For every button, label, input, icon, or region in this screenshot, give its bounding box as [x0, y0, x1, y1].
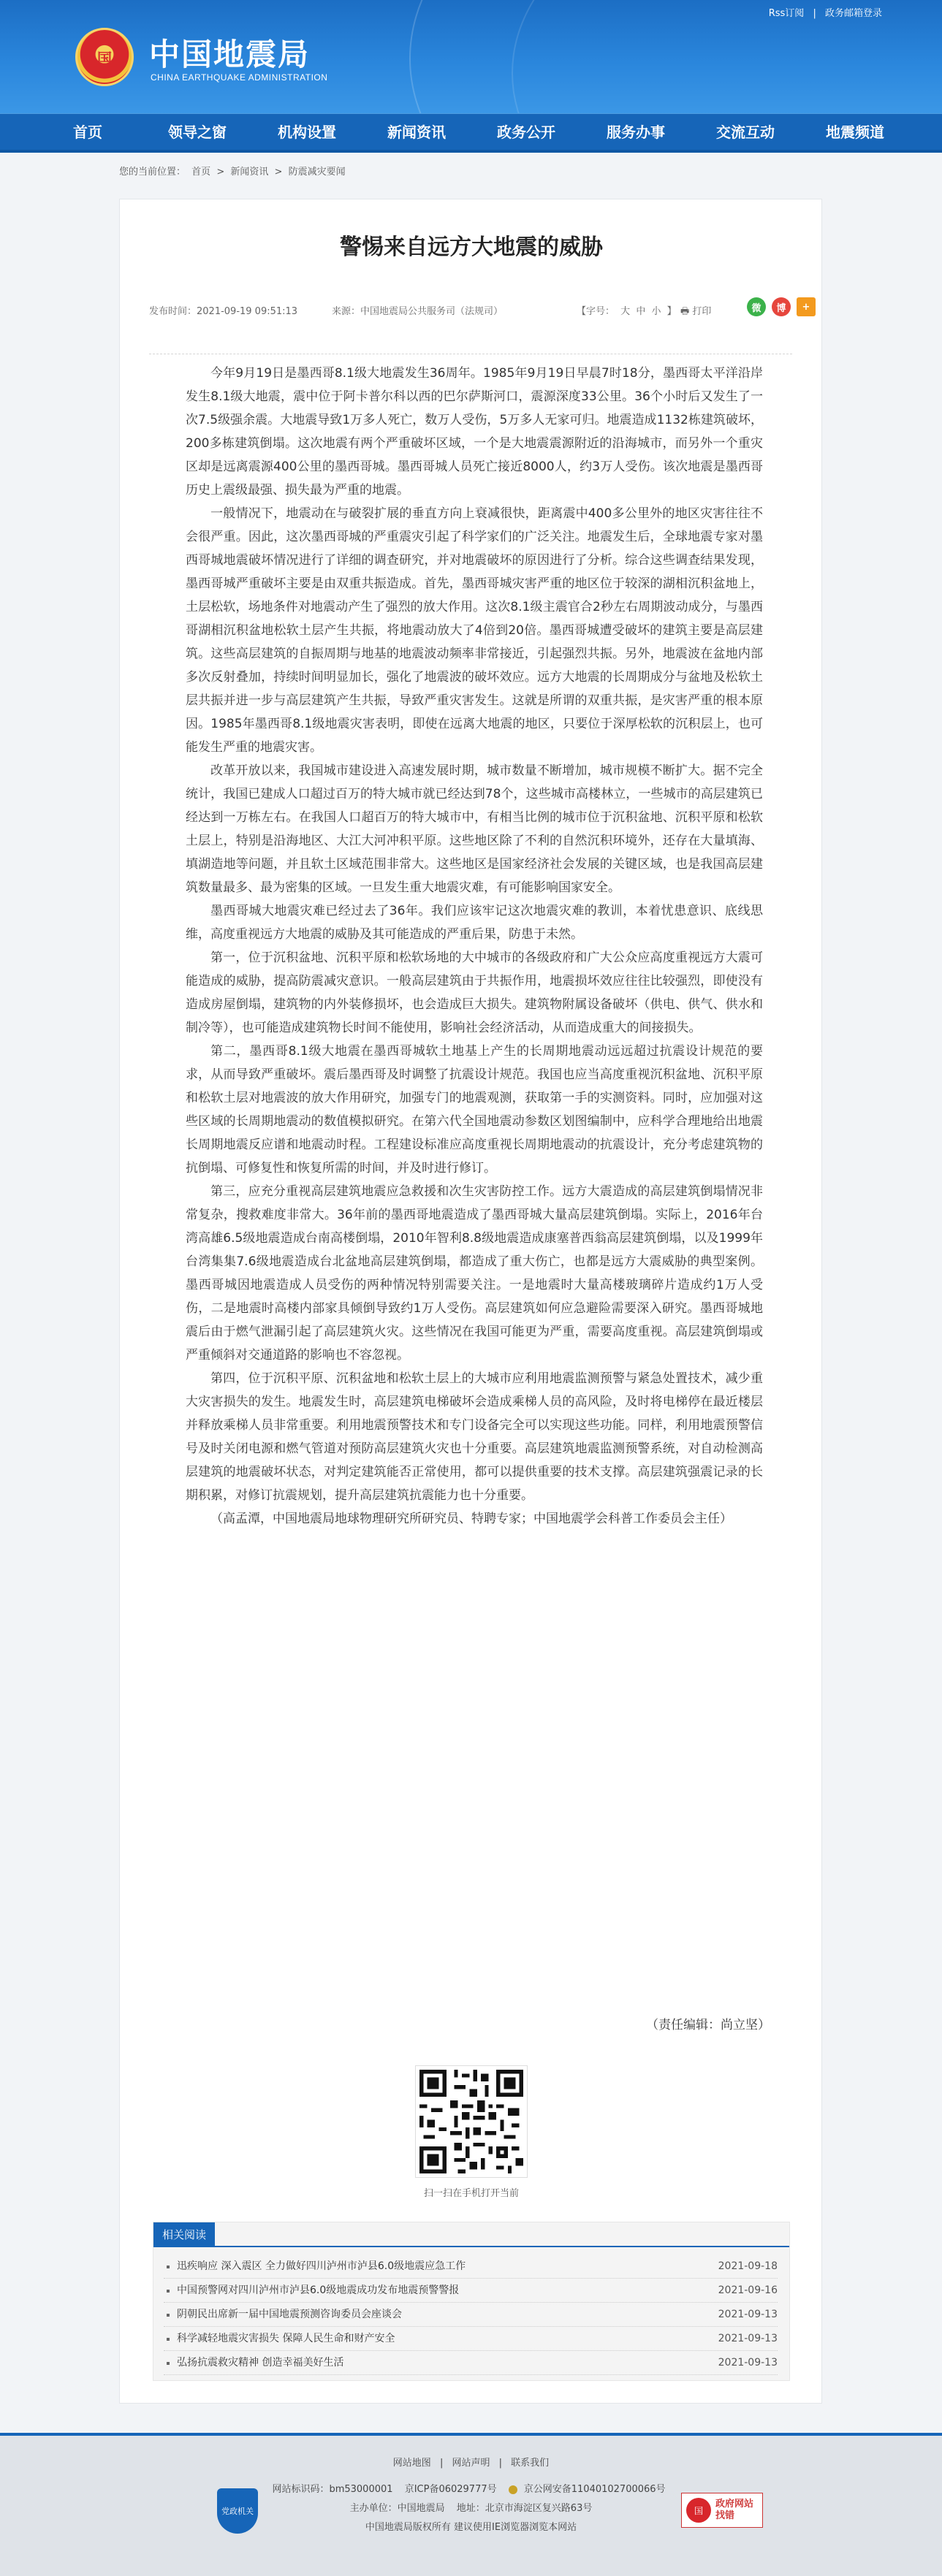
font-size-small[interactable]: 小 [651, 306, 661, 317]
article-meta [149, 301, 810, 354]
nav-item-earthquake-channel[interactable]: 地震频道 [826, 123, 884, 141]
related-item-title[interactable]: 弘扬抗震救灾精神 创造幸福美好生活 [177, 2357, 344, 2369]
gov-site-error-badge[interactable] [681, 2493, 763, 2528]
related-item[interactable] [164, 2351, 778, 2375]
related-item-date: 2021-09-13 [718, 2333, 778, 2344]
related-reading [153, 2222, 790, 2381]
qr-code-label: 扫一扫在手机打开当前 [423, 2188, 519, 2199]
article-paragraph: 今年9月19日是墨西哥8.1级大地震发生36周年。1985年9月19日早晨7时18分，墨西哥太平洋沿岸发生8.1级大地震，震中位于阿卡普尔科以西的巴尔萨斯河口，震源深度33公里。36个小时后又发生了一次7.5级强余震。大地震导致1万多人死亡，数万人受伤，5万多人无家可归。地震造成1132栋建筑破坏，200多栋建筑倒塌。这次地震有两个严重破坏区域，一个是大地震震源附近的沿海城市，而另外一个重灾区却是远离震源400公里的墨西哥城。墨西哥城人员死亡接近8000人，约3万人受伤。该次地震是墨西哥历史上震级最强、损失最为严重的地震。 [186, 366, 763, 498]
weibo-icon[interactable]: 博 [772, 297, 791, 316]
footer-link-sitemap[interactable]: 网站地图 [392, 2458, 431, 2469]
police-record[interactable] [509, 2484, 670, 2495]
article-body [186, 362, 763, 1531]
site-title[interactable]: 中国地震局 [149, 37, 311, 72]
related-item-title[interactable]: 科学减轻地震灾害损失 保障人民生命和财产安全 [177, 2333, 395, 2344]
main-nav [0, 113, 942, 150]
footer-line-1 [0, 2481, 942, 2495]
site-footer [0, 2433, 942, 2576]
related-reading-header [153, 2222, 789, 2247]
gov-emblem-icon: 国 [686, 2498, 711, 2523]
font-size-large[interactable]: 大 [620, 306, 631, 317]
breadcrumb-current[interactable]: 防震减灾要闻 [288, 167, 346, 178]
party-gov-badge-icon[interactable]: 党政机关 [217, 2488, 258, 2534]
site-id-code: 网站标识码：bm53000001 [272, 2484, 393, 2495]
more-share-icon[interactable]: + [797, 297, 816, 316]
gov-site-error-text [715, 2499, 753, 2522]
wechat-icon[interactable]: 微 [747, 297, 766, 316]
site-title-en: CHINA EARTHQUAKE ADMINISTRATION [151, 72, 328, 83]
article-paragraph: 第一，位于沉积盆地、沉积平原和松软场地的大中城市的各级政府和广大公众应高度重视远方大震可能造成的威胁，提高防震减灾意识。一般高层建筑由于共振作用，地震损坏效应往往比较强烈，即使没有造成房屋倒塌，建筑物的内外装修损坏，也会造成巨大损失。建筑物附属设备破坏（供电、供气、供水和制冷等），也可能造成建筑物长时间不能使用，影响社会经济活动，从而造成重大的间接损失。 [186, 950, 763, 1035]
address: 地址：北京市海淀区复兴路63号 [456, 2503, 593, 2514]
mail-login-link[interactable]: 政务邮箱登录 [824, 8, 882, 19]
article-paragraph: 墨西哥城大地震灾难已经过去了36年。我们应该牢记这次地震灾难的教训，本着忧患意识、底线思维，高度重视远方大地震的威胁及其可能造成的严重后果，防患于未然。 [186, 904, 763, 942]
related-item-title[interactable]: 中国预警网对四川泸州市泸县6.0级地震成功发布地震预警警报 [177, 2285, 460, 2296]
printer-icon: 🖶 [680, 306, 690, 317]
nav-bottom-bar [0, 150, 942, 153]
breadcrumb-news[interactable]: 新闻资讯 [230, 167, 269, 178]
font-size-label: 【字号： [577, 306, 615, 317]
bullet-icon [167, 2290, 170, 2293]
print-button[interactable] [680, 303, 711, 321]
qr-code-image [416, 2066, 527, 2177]
related-item-title[interactable]: 迅疾响应 深入震区 全力做好四川泸州市泸县6.0级地震应急工作 [177, 2260, 466, 2272]
footer-copyright: 中国地震局版权所有 建议使用IE浏览器浏览本网站 [365, 2522, 577, 2533]
nav-item-news[interactable]: 新闻资讯 [387, 123, 446, 141]
gov-site-label: 政府网站 [715, 2499, 754, 2510]
font-size-medium[interactable]: 中 [636, 306, 646, 317]
related-item-date: 2021-09-16 [718, 2285, 778, 2296]
footer-links [0, 2455, 942, 2469]
nav-item-home[interactable]: 首页 [73, 123, 102, 141]
nav-item-interaction[interactable]: 交流互动 [716, 123, 775, 141]
article-title: 警惕来自远方大地震的威胁 [340, 235, 603, 260]
font-size-switcher [577, 303, 680, 317]
font-size-end: 】 [666, 306, 677, 317]
national-emblem-icon[interactable] [75, 28, 134, 86]
article-paragraph: 第三，应充分重视高层建筑地震应急救援和次生灾害防控工作。远方大震造成的高层建筑倒塌情况非常复杂，搜救难度非常大。36年前的墨西哥地震造成了墨西哥城大量高层建筑倒塌。实际上，2016年台湾高雄6.5级地震造成台南高楼倒塌，2010年智利8.8级地震造成康塞普西翁高层建筑倒塌，以及1999年台湾集集7.6级地震造成台北盆地高层建筑倒塌，都造成了重大伤亡，也都是远方大震威胁的典型案例。墨西哥城因地震造成人员受伤的两种情况特别需要关注。一是地震时大量高楼玻璃碎片造成约1万人受伤，二是地震时高楼内部家具倾倒导致约1万人受伤。高层建筑如何应急避险需要深入研究。墨西哥城地震后由于燃气泄漏引起了高层建筑火灾。这些情况在我国可能更为严重，需要高度重视。高层建筑倒塌或严重倾斜对交通道路的影响也不容忽视。 [186, 1184, 763, 1363]
related-item[interactable] [164, 2255, 778, 2279]
top-links [763, 5, 882, 19]
police-badge-icon [509, 2485, 517, 2494]
share-buttons [747, 297, 816, 316]
breadcrumb-separator: > [216, 167, 225, 178]
nav-item-services[interactable]: 服务办事 [607, 123, 665, 141]
related-item-date: 2021-09-13 [718, 2357, 778, 2369]
sponsor: 主办单位：中国地震局 [349, 2503, 445, 2514]
article-paragraph: 改革开放以来，我国城市建设进入高速发展时期，城市数量不断增加，城市规模不断扩大。据不完全统计，我国已建成人口超过百万的特大城市就已经达到78个，这些城市高楼林立，一些城市的高层建筑已经达到一万栋左右。在我国人口超百万的特大城市中，有相当比例的城市位于沉积盆地、沉积平原和松软土层上，特别是沿海地区、大江大河冲积平原。这些地区除了不利的自然沉积环境外，还存在大量填海、填湖造地等问题，并且软土区域范围非常大。这些地区是国家经济社会发展的关键区域，也是我国高层建筑数量最多、最为密集的区域。一旦发生重大地震灾难，有可能影响国家安全。 [186, 763, 763, 895]
find-error-label: 找错 [715, 2510, 735, 2521]
breadcrumb-home[interactable]: 首页 [191, 167, 211, 178]
article-paragraph: 一般情况下，地震动在与破裂扩展的垂直方向上衰减很快，距离震中400多公里外的地区灾害往往不会很严重。因此，这次墨西哥城的严重震灾引起了科学家们的广泛关注。地震发生后，全球地震专家对墨西哥城地震破坏情况进行了详细的调查研究，并对地震破坏的原因进行了分析。综合这些调查结果发现，墨西哥城严重破坏主要是由双重共振造成。首先，墨西哥城灾害严重的地区位于较深的湖相沉积盆地上，土层松软，场地条件对地震动产生了强烈的放大作用。这次8.1级主震官合2秒左右周期波动成分，与墨西哥湖相沉积盆地松软土层产生共振，将地震动放大了4倍到20倍。墨西哥城遭受破坏的建筑主要是高层建筑。这些高层建筑的自振周期与地基的地震波动频率非常接近，引起强烈共振。另外，地震波在盆地内部多次反射叠加，持续时间明显加长，强化了地震波的破坏效应。远方大地震的长周期成分与盆地及松软土层共振并进一步与高层建筑产生共振，导致严重灾害发生。这就是所谓的双重共振，是灾害严重的根本原因。1985年墨西哥8.1级地震灾害表明，即使在远离大地震的地区，只要位于深厚松软的沉积层上，也可能发生严重的地震灾害。 [186, 506, 763, 755]
article-source: 来源：中国地震局公共服务司（法规司） [332, 306, 504, 317]
related-item-date: 2021-09-13 [718, 2309, 778, 2320]
nav-item-leaders[interactable]: 领导之窗 [168, 123, 227, 141]
footer-link-separator: | [439, 2458, 444, 2469]
print-label: 打印 [692, 306, 712, 317]
qr-code [415, 2065, 528, 2178]
top-links-separator: | [813, 8, 816, 19]
related-item[interactable] [164, 2327, 778, 2351]
police-record-text: 京公网安备11040102700066号 [523, 2484, 666, 2495]
breadcrumb-prefix: 您的当前位置： [119, 167, 186, 178]
related-reading-title: 相关阅读 [153, 2222, 215, 2247]
article-author-note: （高孟潭，中国地震局地球物理研究所研究员、特聘专家；中国地震学会科普工作委员会主任） [210, 1512, 732, 1526]
bullet-icon [167, 2314, 170, 2317]
related-item-title[interactable]: 阴朝民出席新一届中国地震预测咨询委员会座谈会 [177, 2309, 402, 2320]
icp-number[interactable]: 京ICP备06029777号 [404, 2484, 497, 2495]
footer-link-statement[interactable]: 网站声明 [452, 2458, 490, 2469]
emblem-glyph: 国 [97, 49, 112, 67]
article-container [119, 199, 822, 2404]
breadcrumb [119, 164, 349, 178]
article-paragraph: 第四，位于沉积平原、沉积盆地和松软土层上的大城市应利用地震监测预警与紧急处置技术，减少重大灾害损失的发生。地震发生时，高层建筑电梯破坏会造成乘梯人员的高风险，及时将电梯停在最近楼层并释放乘梯人员非常重要。利用地震预警技术和专门设备完全可以实现这些功能。同样，利用地震预警信号及时关闭电源和燃气管道对预防高层建筑火灾也十分重要。高层建筑地震监测预警系统，对自动检测高层建筑的地震破坏状态，对判定建筑能否正常使用，都可以提供重要的技术支撑。高层建筑强震记录的长期积累，对修订抗震规划，提升高层建筑抗震能力也十分重要。 [186, 1371, 763, 1503]
bullet-icon [167, 2362, 170, 2365]
related-item-date: 2021-09-18 [718, 2260, 778, 2272]
nav-item-institutions[interactable]: 机构设置 [278, 123, 336, 141]
rss-link[interactable]: Rss订阅 [768, 8, 805, 19]
footer-link-contact[interactable]: 联系我们 [511, 2458, 550, 2469]
footer-line-2 [0, 2500, 942, 2514]
footer-link-separator: | [498, 2458, 503, 2469]
related-item[interactable] [164, 2303, 778, 2327]
bullet-icon [167, 2338, 170, 2341]
responsible-editor: （责任编辑：尚立坚） [646, 2018, 770, 2032]
bullet-icon [167, 2266, 170, 2268]
site-header [0, 0, 942, 113]
breadcrumb-separator: > [274, 167, 283, 178]
related-item[interactable] [164, 2279, 778, 2303]
nav-item-gov-affairs[interactable]: 政务公开 [497, 123, 555, 141]
article-paragraph: 第二，墨西哥8.1级大地震在墨西哥城软土地基上产生的长周期地震动远远超过抗震设计规范的要求，从而导致严重破坏。震后墨西哥及时调整了抗震设计规范。我国也应当高度重视沉积盆地、沉积平原和松软土层对地震波的放大作用研究，加强专门的地震观测，获取第一手的实测资料。同时，应加强对这些区域的长周期地震动的数值模拟研究。在第六代全国地震动参数区划图编制中，应科学合理地给出地震长周期地震反应谱和地震动时程。工程建设标准应高度重视长周期地震动的抗震设计，充分考虑建筑物的抗倒塌、可修复性和恢复所需的时间，并及时进行修订。 [186, 1044, 763, 1175]
publish-date: 发布时间：2021-09-19 09:51:13 [149, 306, 298, 317]
